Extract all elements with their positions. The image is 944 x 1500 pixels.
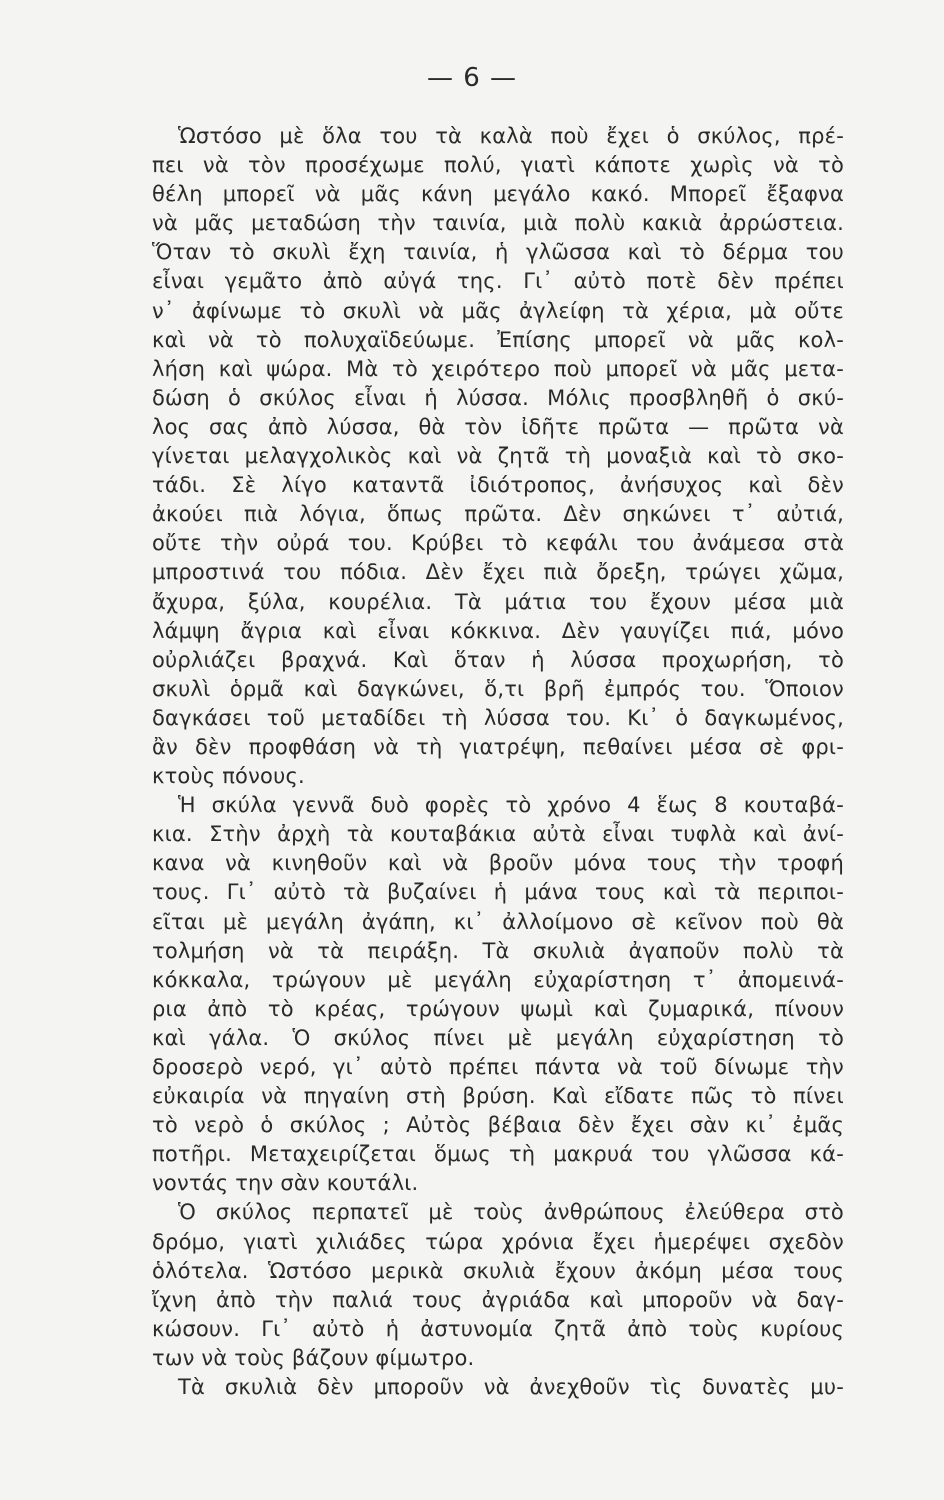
text-line: τους. Γι᾽ αὐτὸ τὰ βυζαίνει ἡ μάνα τους καὶ τὰ περιποι- (152, 880, 844, 905)
text-line: νὰ μᾶς μεταδώση τὴν ταινία, μιὰ πολὺ κακιὰ ἀρρώστεια. (152, 211, 844, 236)
text-line: ἄχυρα, ξύλα, κουρέλια. Τὰ μάτια του ἔχουν μέσα μιὰ (152, 589, 844, 614)
text-line: τολμήση νὰ τὰ πειράξη. Τὰ σκυλιὰ ἀγαποῦν πολὺ τὰ (152, 938, 844, 963)
text-line: δρόμο, γιατὶ χιλιάδες τώρα χρόνια ἔχει ἡμερέψει σχεδὸν (152, 1229, 844, 1254)
paragraph (152, 122, 844, 791)
page-number: — 6 — (426, 63, 518, 93)
text-line: εἶναι γεμᾶτο ἀπὸ αὐγά της. Γι᾽ αὐτὸ ποτὲ δὲν πρέπει (152, 269, 844, 294)
text-line: κτοὺς πόνους. (152, 764, 305, 789)
paragraph (152, 791, 844, 1198)
text-line: δώση ὁ σκύλος εἶναι ἡ λύσσα. Μόλις προσβληθῆ ὁ σκύ- (152, 385, 844, 410)
text-line: τὸ νερὸ ὁ σκύλος ; Αὐτὸς βέβαια δὲν ἔχει σὰν κι᾽ ἐμᾶς (152, 1113, 844, 1138)
text-line: πει νὰ τὸν προσέχωμε πολύ, γιατὶ κάποτε χωρὶς νὰ τὸ (152, 153, 844, 178)
text-line: κόκκαλα, τρώγουν μὲ μεγάλη εὐχαρίστηση τ᾽ ἀπομεινά- (152, 967, 844, 992)
text-line: θέλη μπορεῖ νὰ μᾶς κάνη μεγάλο κακό. Μπορεῖ ἔξαφνα (152, 182, 844, 207)
text-line: οὐρλιάζει βραχνά. Καὶ ὅταν ἡ λύσσα προχωρήση, τὸ (152, 647, 844, 672)
text-line: γίνεται μελαγχολικὸς καὶ νὰ ζητᾶ τὴ μοναξιὰ καὶ τὸ σκο- (152, 444, 844, 469)
text-line: Τὰ σκυλιὰ δὲν μποροῦν νὰ ἀνεχθοῦν τὶς δυνατὲς μυ- (178, 1375, 844, 1400)
text-line: ἂν δὲν προφθάση νὰ τὴ γιατρέψη, πεθαίνει μέσα σὲ φρι- (152, 734, 844, 759)
text-line: κια. Στὴν ἀρχὴ τὰ κουταβάκια αὐτὰ εἶναι τυφλὰ καὶ ἀνί- (152, 822, 844, 847)
paragraph (152, 1373, 844, 1402)
text-line: εῖται μὲ μεγάλη ἀγάπη, κι᾽ ἀλλοίμονο σὲ κεῖνον ποὺ θὰ (152, 909, 844, 934)
text-line: μπροστινά του πόδια. Δὲν ἔχει πιὰ ὄρεξη, τρώγει χῶμα, (152, 560, 844, 585)
text-line: νοντάς την σὰν κουτάλι. (152, 1171, 419, 1196)
text-line: καὶ νὰ τὸ πολυχαϊδεύωμε. Ἐπίσης μπορεῖ νὰ μᾶς κολ- (152, 327, 844, 352)
text-line: καὶ γάλα. Ὁ σκύλος πίνει μὲ μεγάλη εὐχαρίστηση τὸ (152, 1025, 844, 1050)
text-line: τάδι. Σὲ λίγο καταντᾶ ἰδιότροπος, ἀνήσυχος καὶ δὲν (152, 473, 844, 498)
text-line: κανα νὰ κινηθοῦν καὶ νὰ βροῦν μόνα τους τὴν τροφή (152, 851, 844, 876)
text-line: δαγκάσει τοῦ μεταδίδει τὴ λύσσα του. Κι᾽ ὁ δαγκωμένος, (152, 705, 844, 730)
text-line: ἀκούει πιὰ λόγια, ὅπως πρῶτα. Δὲν σηκώνει τ᾽ αὐτιά, (152, 502, 844, 527)
text-line: εὐκαιρία νὰ πηγαίνη στὴ βρύση. Καὶ εἴδατε πῶς τὸ πίνει (152, 1084, 844, 1109)
text-line: οὔτε τὴν οὐρά του. Κρύβει τὸ κεφάλι του ἀνάμεσα στὰ (152, 531, 844, 556)
text-line: ἴχνη ἀπὸ τὴν παλιά τους ἀγριάδα καὶ μποροῦν νὰ δαγ- (152, 1287, 844, 1312)
text-line: των νὰ τοὺς βάζουν φίμωτρο. (152, 1345, 475, 1370)
text-line: Ὡστόσο μὲ ὅλα του τὰ καλὰ ποὺ ἔχει ὁ σκύλος, πρέ- (178, 124, 844, 148)
text-line: σκυλὶ ὁρμᾶ καὶ δαγκώνει, ὅ,τι βρῆ ἐμπρός του. Ὅποιον (152, 676, 844, 701)
text-line: δροσερὸ νερό, γι᾽ αὐτὸ πρέπει πάντα νὰ τοῦ δίνωμε τὴν (152, 1055, 844, 1079)
body-text (152, 122, 844, 1402)
text-line: Ὁ σκύλος περπατεῖ μὲ τοὺς ἀνθρώπους ἐλεύθερα στὸ (178, 1200, 844, 1225)
text-line: λος σας ἀπὸ λύσσα, θὰ τὸν ἰδῆτε πρῶτα — πρῶτα νὰ (152, 414, 844, 439)
text-line: ὁλότελα. Ὡστόσο μερικὰ σκυλιὰ ἔχουν ἀκόμη μέσα τους (152, 1258, 844, 1283)
text-line: ρια ἀπὸ τὸ κρέας, τρώγουν ψωμὶ καὶ ζυμαρικά, πίνουν (152, 996, 844, 1021)
text-line: ν᾽ ἀφίνωμε τὸ σκυλὶ νὰ μᾶς ἀγλείφη τὰ χέρια, μὰ οὔτε (152, 298, 844, 323)
text-line: κώσουν. Γι᾽ αὐτὸ ἡ ἀστυνομία ζητᾶ ἀπὸ τοὺς κυρίους (152, 1316, 844, 1341)
text-line: λάμψη ἄγρια καὶ εἶναι κόκκινα. Δὲν γαυγίζει πιά, μόνο (152, 618, 844, 643)
text-line: Ἡ σκύλα γεννᾶ δυὸ φορὲς τὸ χρόνο 4 ἕως 8 κουταβά- (178, 793, 844, 818)
text-line: Ὅταν τὸ σκυλὶ ἔχη ταινία, ἡ γλῶσσα καὶ τὸ δέρμα του (152, 240, 844, 265)
text-line: λήση καὶ ψώρα. Μὰ τὸ χειρότερο ποὺ μπορεῖ νὰ μᾶς μετα- (152, 356, 844, 381)
text-line: ποτῆρι. Μεταχειρίζεται ὅμως τὴ μακρυά του γλῶσσα κά- (152, 1142, 844, 1167)
paragraph (152, 1198, 844, 1373)
